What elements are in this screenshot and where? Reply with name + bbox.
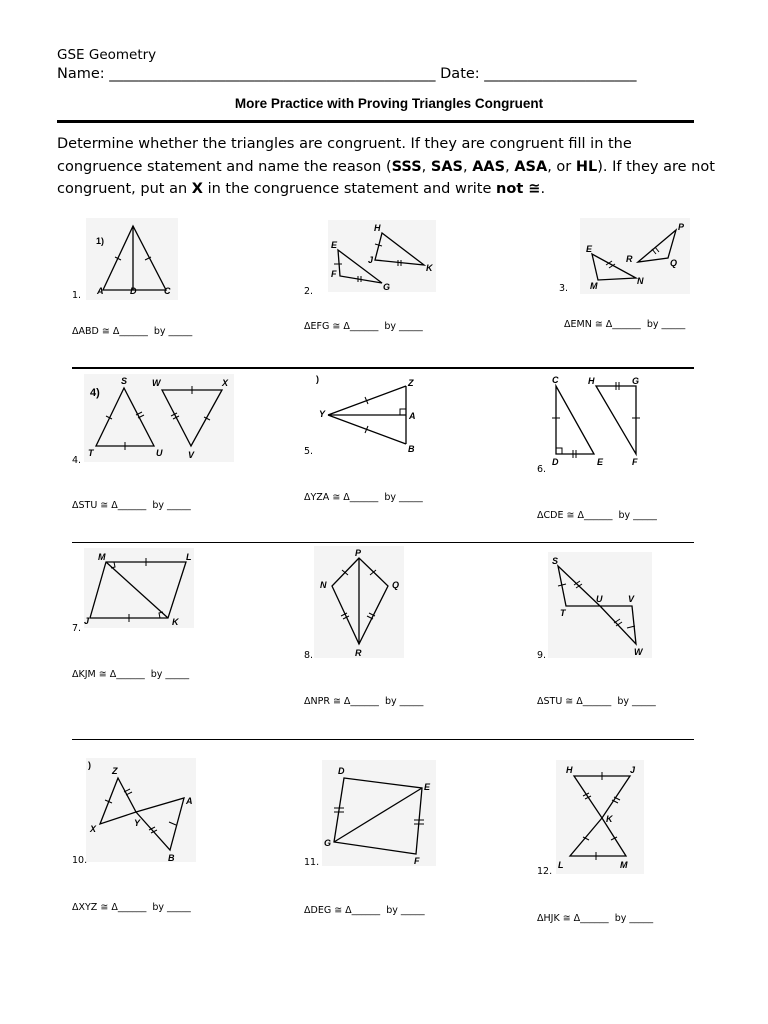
name-label: Name: <box>57 66 110 82</box>
vertex-label: N <box>320 580 327 590</box>
problem-number: 11. <box>304 857 320 868</box>
title-divider <box>57 120 694 123</box>
vertex-label: Y <box>319 409 326 419</box>
not-congruent-text: not ≅ <box>496 181 541 197</box>
figure-number: 1) <box>96 236 105 246</box>
vertex-label: W <box>152 378 161 388</box>
problem-number: 8. <box>304 650 314 661</box>
date-label: Date: <box>435 66 485 82</box>
vertex-label: S <box>121 376 128 386</box>
date-field[interactable]: _____________________ <box>484 66 637 82</box>
vertex-label: P <box>355 548 362 558</box>
vertex-label: U <box>596 594 603 604</box>
vertex-label: J <box>630 765 636 775</box>
row-divider <box>72 739 694 740</box>
instructions <box>57 133 717 201</box>
problem-number: 9. <box>537 650 547 661</box>
congruence-statement[interactable]: ΔABD ≅ Δ______ by _____ <box>72 326 193 337</box>
vertex-label: A <box>409 411 416 421</box>
problem-11-figure <box>322 760 436 866</box>
problem-number: 12. <box>537 866 553 877</box>
vertex-label: H <box>566 765 573 775</box>
vertex-label: G <box>324 838 332 848</box>
sep: , or <box>547 158 576 175</box>
vertex-label: X <box>222 378 229 388</box>
figure-number: 4) <box>90 387 100 399</box>
vertex-label: F <box>331 269 337 279</box>
vertex-label: L <box>186 552 192 562</box>
problem-12-figure <box>556 760 644 874</box>
vertex-label: M <box>620 860 628 870</box>
vertex-label: P <box>678 222 685 232</box>
figure-number: ) <box>316 374 319 384</box>
vertex-label: B <box>408 444 415 454</box>
vertex-label: Q <box>670 258 678 268</box>
sep: , <box>462 158 473 175</box>
congruence-statement[interactable]: ΔEFG ≅ Δ______ by _____ <box>304 321 423 332</box>
vertex-label: G <box>632 376 640 386</box>
vertex-label: C <box>164 286 171 296</box>
vertex-label: G <box>383 282 391 292</box>
congruence-statement[interactable]: ΔXYZ ≅ Δ______ by _____ <box>72 902 191 913</box>
vertex-label: J <box>368 255 374 265</box>
row-divider <box>72 542 694 543</box>
sep: , <box>421 158 431 175</box>
vertex-label: Z <box>112 766 118 776</box>
vertex-label: V <box>628 594 635 604</box>
congruence-statement[interactable]: ΔCDE ≅ Δ______ by _____ <box>537 510 657 521</box>
problem-number: 5. <box>304 446 314 457</box>
reason-sas: SAS <box>430 158 463 175</box>
problem-2-figure <box>328 220 436 292</box>
row-divider <box>72 367 694 369</box>
vertex-label: E <box>597 457 604 467</box>
problem-10-figure <box>86 758 196 862</box>
vertex-label: Z <box>408 378 414 388</box>
problem-number: 7. <box>72 623 82 634</box>
vertex-label: A <box>97 286 104 296</box>
vertex-label: S <box>552 556 559 566</box>
vertex-label: D <box>130 286 137 296</box>
problem-4-figure <box>84 374 234 462</box>
vertex-label: F <box>414 856 420 866</box>
congruence-statement[interactable]: ΔKJM ≅ Δ______ by _____ <box>72 669 190 680</box>
vertex-label: Y <box>134 818 141 828</box>
vertex-label: J <box>84 616 90 626</box>
name-date-line <box>57 66 637 82</box>
reason-asa: ASA <box>514 158 548 175</box>
problem-number: 4. <box>72 455 82 466</box>
name-field[interactable]: _____________________________________________ <box>109 66 436 82</box>
congruence-statement[interactable]: ΔEMN ≅ Δ______ by _____ <box>564 319 686 330</box>
vertex-label: F <box>632 457 638 467</box>
instructions-text: Determine whether the triangles are congruent. If they are congruent fill in the congruence statement and name the reason ( <box>57 136 632 175</box>
figure-number: ) <box>88 760 91 770</box>
congruence-statement[interactable]: ΔSTU ≅ Δ______ by _____ <box>72 500 191 511</box>
problem-number: 10. <box>72 855 88 866</box>
congruence-statement[interactable]: ΔYZA ≅ Δ______ by _____ <box>304 492 423 503</box>
course-name: GSE Geometry <box>57 47 157 63</box>
vertex-label: M <box>98 552 106 562</box>
vertex-label: A <box>186 796 193 806</box>
vertex-label: K <box>606 814 613 824</box>
reason-aas: AAS <box>472 158 506 175</box>
sep: , <box>505 158 515 175</box>
vertex-label: H <box>374 223 381 233</box>
vertex-label: D <box>338 766 345 776</box>
vertex-label: R <box>355 648 362 658</box>
vertex-label: U <box>156 448 163 458</box>
vertex-label: B <box>168 853 175 863</box>
problem-number: 6. <box>537 464 547 475</box>
vertex-label: E <box>331 240 338 250</box>
problem-7-figure <box>84 548 194 628</box>
vertex-label: E <box>424 782 431 792</box>
instructions-text: in the congruence statement and write <box>202 181 497 197</box>
vertex-label: L <box>558 860 564 870</box>
congruence-statement[interactable]: ΔDEG ≅ Δ______ by _____ <box>304 905 425 916</box>
reason-hl: HL <box>575 158 598 175</box>
vertex-label: K <box>172 617 179 627</box>
vertex-label: N <box>637 276 644 286</box>
problem-1-figure <box>86 218 178 300</box>
vertex-label: X <box>90 824 97 834</box>
instructions-text: ). If they are not congruent, put an <box>57 158 715 197</box>
vertex-label: E <box>586 244 593 254</box>
vertex-label: K <box>426 263 433 273</box>
congruence-statement[interactable]: ΔHJK ≅ Δ______ by _____ <box>537 913 654 924</box>
vertex-label: V <box>188 450 195 460</box>
problem-6-figure <box>546 374 646 470</box>
x-mark-text: X <box>191 181 203 197</box>
vertex-label: H <box>588 376 595 386</box>
vertex-label: D <box>552 457 559 467</box>
problem-5-figure <box>310 370 430 456</box>
instructions-text: . <box>540 181 546 197</box>
problem-number: 1. <box>72 290 82 301</box>
vertex-label: W <box>634 647 643 657</box>
congruence-statement[interactable]: ΔSTU ≅ Δ______ by _____ <box>537 696 656 707</box>
vertex-label: T <box>560 608 566 618</box>
worksheet-title: More Practice with Proving Triangles Congruent <box>234 96 544 111</box>
problem-number: 3. <box>559 283 569 294</box>
problem-9-figure <box>548 552 652 658</box>
vertex-label: C <box>552 375 559 385</box>
vertex-label: R <box>626 254 633 264</box>
reason-sss: SSS <box>391 158 422 175</box>
vertex-label: T <box>88 448 94 458</box>
problem-8-figure <box>314 546 404 658</box>
vertex-label: Q <box>392 580 400 590</box>
congruence-statement[interactable]: ΔNPR ≅ Δ______ by _____ <box>304 696 424 707</box>
problem-3-figure <box>580 218 690 294</box>
vertex-label: M <box>590 281 598 291</box>
problem-number: 2. <box>304 286 314 297</box>
